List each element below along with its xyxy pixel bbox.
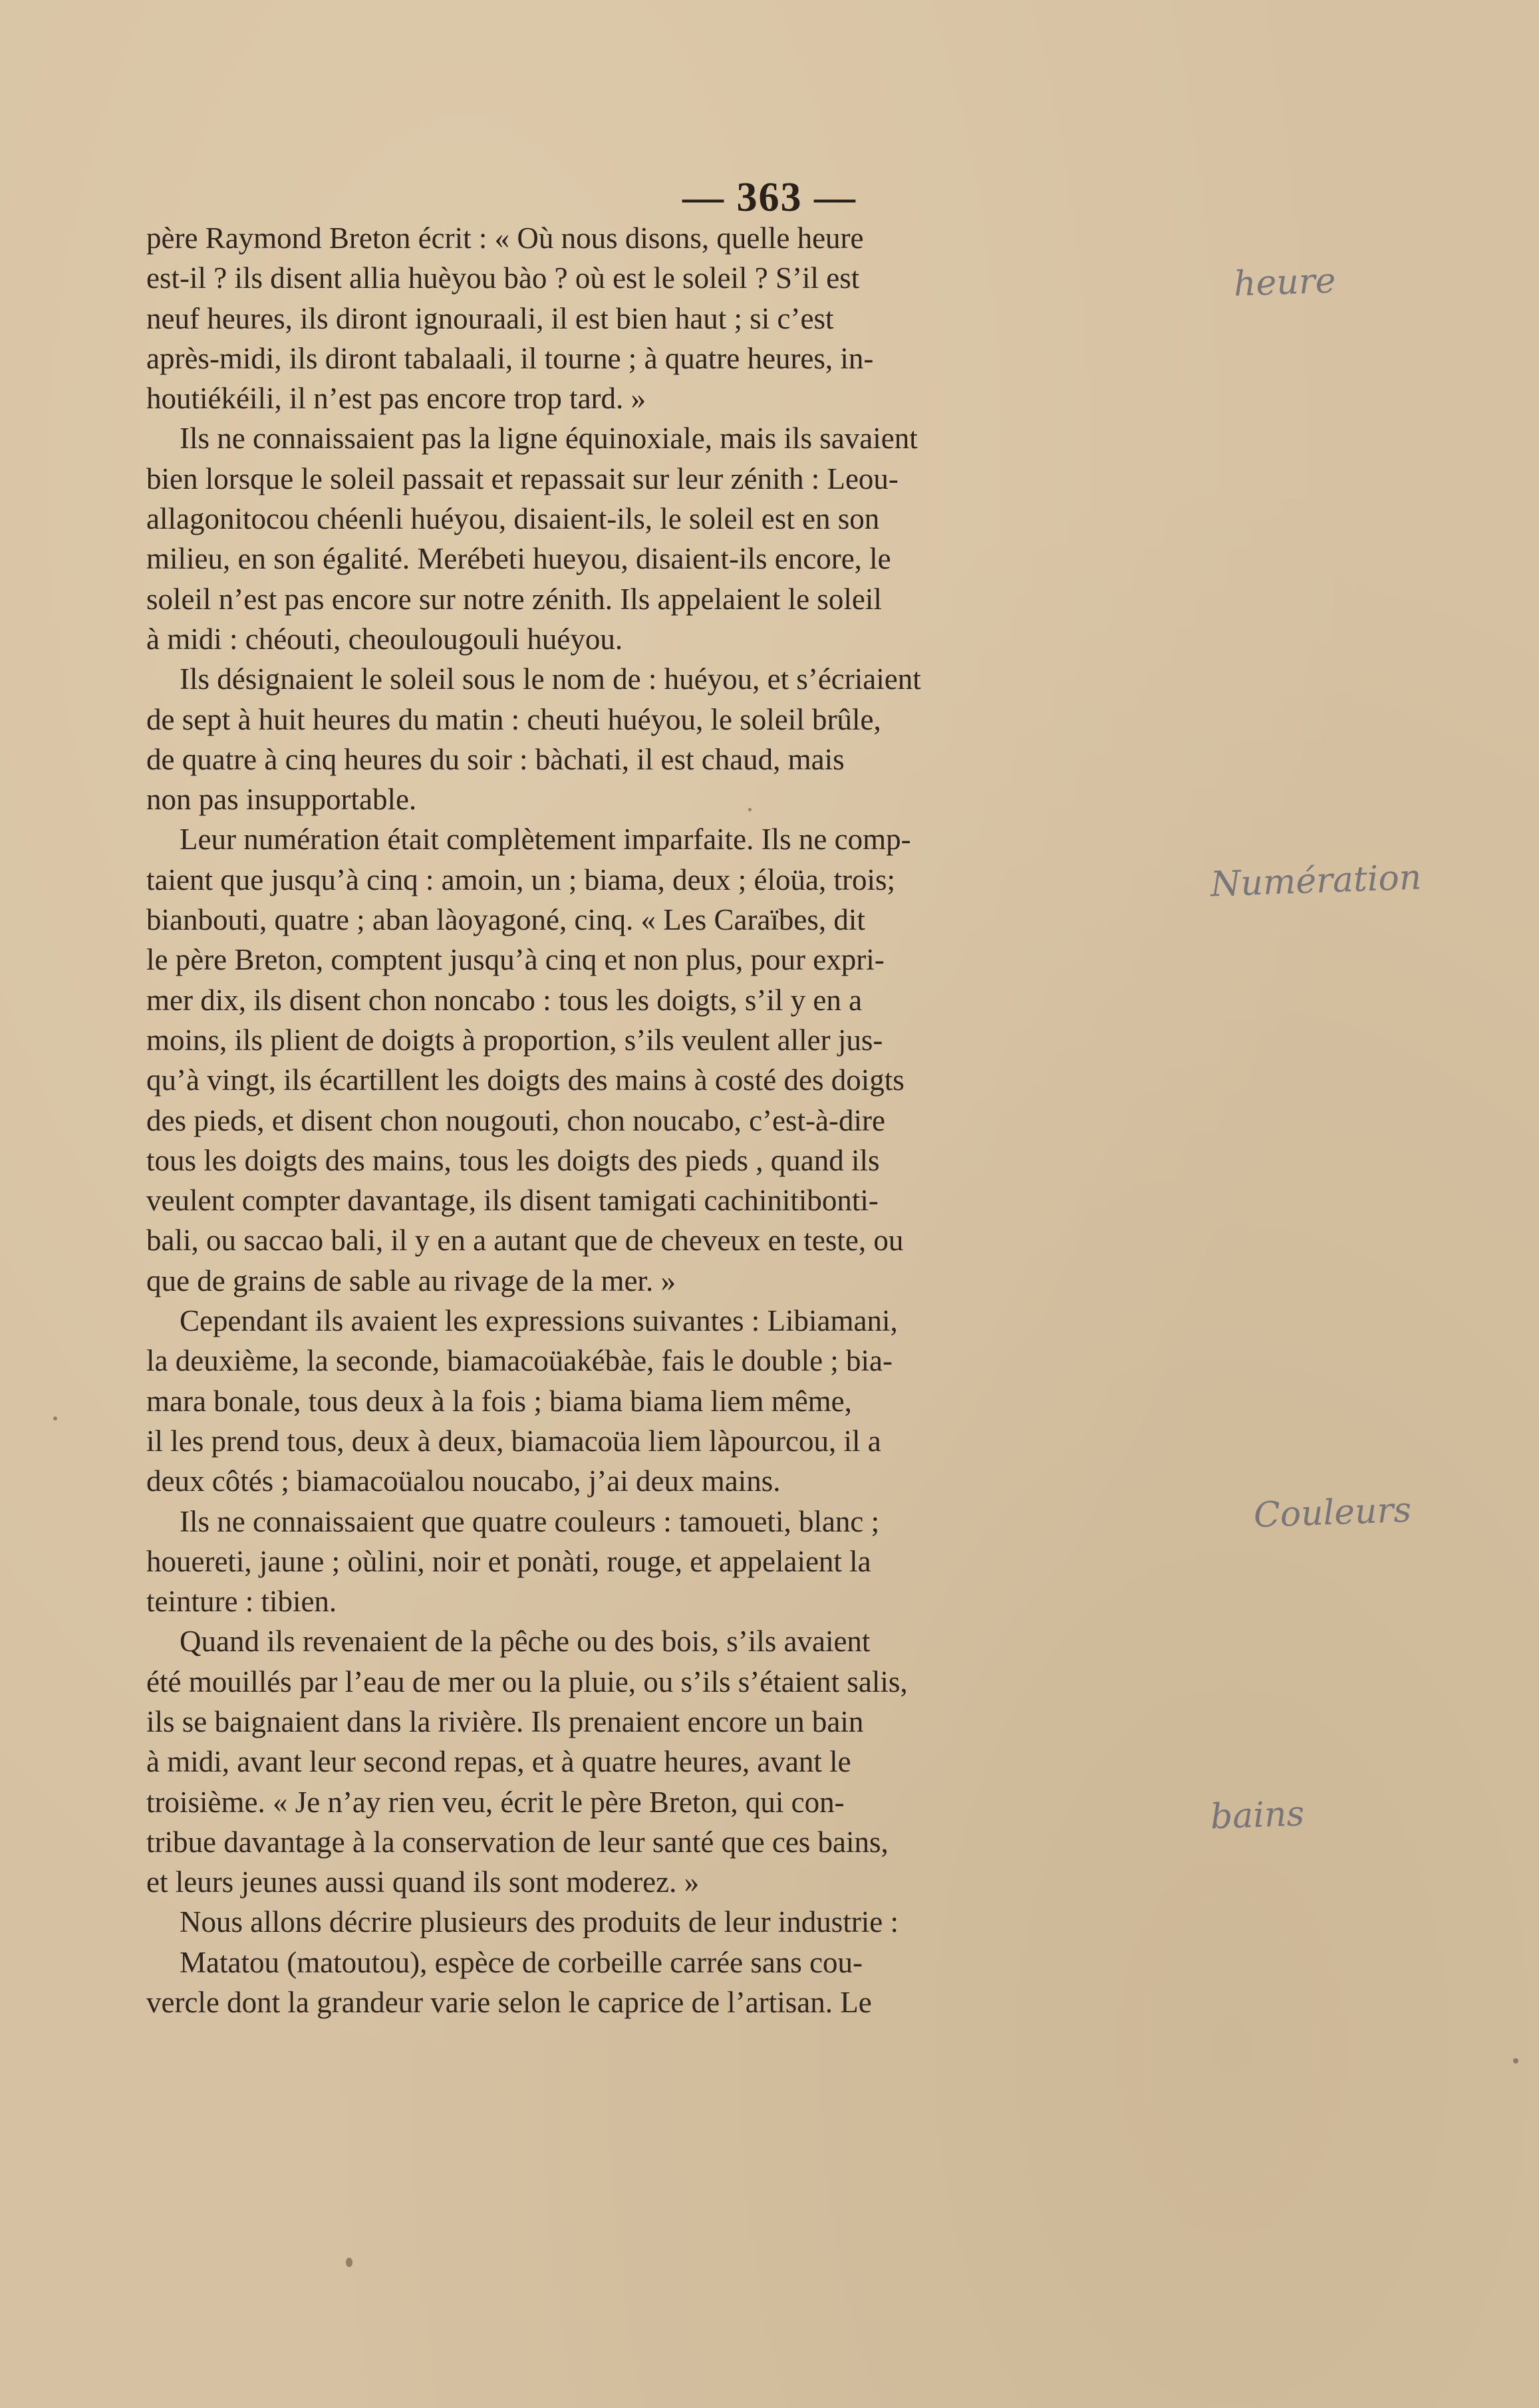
text-line: vercle dont la grandeur varie selon le caprice de l’artisan. Le [146, 1986, 872, 2020]
text-line: Quand ils revenaient de la pêche ou des bois, s’ils avaient [180, 1625, 871, 1659]
text-line: Matatou (matoutou), espèce de corbeille carrée sans cou- [180, 1945, 863, 1979]
margin-note-heure: heure [1232, 261, 1337, 305]
text-line: ils se baignaient dans la rivière. Ils prenaient encore un bain [146, 1704, 864, 1738]
text-line: Nous allons décrire plusieurs des produits de leur industrie : [180, 1905, 899, 1939]
paper-speck [1513, 2058, 1518, 2064]
text-line: allagonitocou chéenli huéyou, disaient-ils, le soleil est en son [146, 502, 880, 536]
text-line: soleil n’est pas encore sur notre zénith. Ils appelaient le soleil [146, 582, 882, 616]
text-line: la deuxième, la seconde, biamacoüakébàe, fais le double ; bia- [146, 1344, 893, 1378]
text-line: le père Breton, comptent jusqu’à cinq et non plus, pour expri- [146, 943, 885, 977]
text-line: deux côtés ; biamacoüalou noucabo, j’ai deux mains. [146, 1464, 781, 1498]
text-line: de quatre à cinq heures du soir : bàchati, il est chaud, mais [146, 742, 845, 776]
paper-speck [53, 1416, 57, 1420]
text-line: père Raymond Breton écrit : « Où nous disons, quelle heure [146, 221, 864, 255]
margin-note-numeration: Numération [1210, 857, 1423, 905]
text-line: est-il ? ils disent allia huèyou bào ? où est le soleil ? S’il est [146, 261, 860, 295]
paper-speck [748, 808, 752, 811]
text-line: mara bonale, tous deux à la fois ; biama biama liem même, [146, 1384, 852, 1418]
text-line: Ils désignaient le soleil sous le nom de : huéyou, et s’écriaient [180, 662, 921, 696]
text-line: que de grains de sable au rivage de la mer. » [146, 1264, 676, 1297]
text-line: bali, ou saccao bali, il y en a autant que de cheveux en teste, ou [146, 1224, 904, 1258]
text-line: bien lorsque le soleil passait et repassait sur leur zénith : Leou- [146, 462, 899, 495]
margin-note-couleurs: Couleurs [1253, 1490, 1413, 1536]
text-line: moins, ils plient de doigts à proportion, s’ils veulent aller jus- [146, 1023, 883, 1057]
text-line: houtiékéili, il n’est pas encore trop tard. » [146, 382, 646, 416]
text-line: été mouillés par l’eau de mer ou la pluie, ou s’ils s’étaient salis, [146, 1665, 908, 1698]
page-number: — 363 — [682, 175, 857, 220]
text-line: bianbouti, quatre ; aban làoyagoné, cinq. « Les Caraïbes, dit [146, 903, 865, 937]
text-line: Leur numération était complètement imparfaite. Ils ne comp- [180, 823, 911, 857]
text-line: à midi, avant leur second repas, et à quatre heures, avant le [146, 1745, 851, 1779]
text-line: Ils ne connaissaient que quatre couleurs : tamoueti, blanc ; [180, 1504, 880, 1538]
text-line: Cependant ils avaient les expressions suivantes : Libiamani, [180, 1304, 898, 1338]
text-line: il les prend tous, deux à deux, biamacoüa liem làpourcou, il a [146, 1424, 881, 1458]
paper-speck [346, 2258, 352, 2267]
text-line: teinture : tibien. [146, 1585, 337, 1619]
text-line: troisième. « Je n’ay rien veu, écrit le père Breton, qui con- [146, 1785, 845, 1819]
text-line: Ils ne connaissaient pas la ligne équinoxiale, mais ils savaient [180, 422, 918, 456]
text-line: tribue davantage à la conservation de leur santé que ces bains, [146, 1825, 889, 1859]
text-line: neuf heures, ils diront ignouraali, il est bien haut ; si c’est [146, 301, 834, 335]
text-line: taient que jusqu’à cinq : amoin, un ; biama, deux ; éloüa, trois; [146, 863, 895, 896]
text-line: mer dix, ils disent chon noncabo : tous les doigts, s’il y en a [146, 983, 863, 1017]
text-line: qu’à vingt, ils écartillent les doigts des mains à costé des doigts [146, 1063, 905, 1097]
text-line: veulent compter davantage, ils disent tamigati cachinitibonti- [146, 1184, 879, 1218]
text-line: houereti, jaune ; oùlini, noir et ponàti, rouge, et appelaient la [146, 1544, 871, 1578]
text-line: des pieds, et disent chon nougouti, chon noucabo, c’est-à-dire [146, 1103, 885, 1137]
text-line: non pas insupportable. [146, 783, 417, 817]
margin-note-bains: bains [1209, 1794, 1306, 1837]
text-line: et leurs jeunes aussi quand ils sont moderez. » [146, 1865, 700, 1899]
text-line: tous les doigts des mains, tous les doigts des pieds , quand ils [146, 1143, 880, 1177]
body-text [146, 218, 1157, 2022]
text-line: après-midi, ils diront tabalaali, il tourne ; à quatre heures, in- [146, 341, 874, 375]
text-line: à midi : chéouti, cheoulougouli huéyou. [146, 622, 623, 656]
text-line: milieu, en son égalité. Merébeti hueyou, disaient-ils encore, le [146, 542, 891, 576]
text-line: de sept à huit heures du matin : cheuti huéyou, le soleil brûle, [146, 702, 881, 736]
